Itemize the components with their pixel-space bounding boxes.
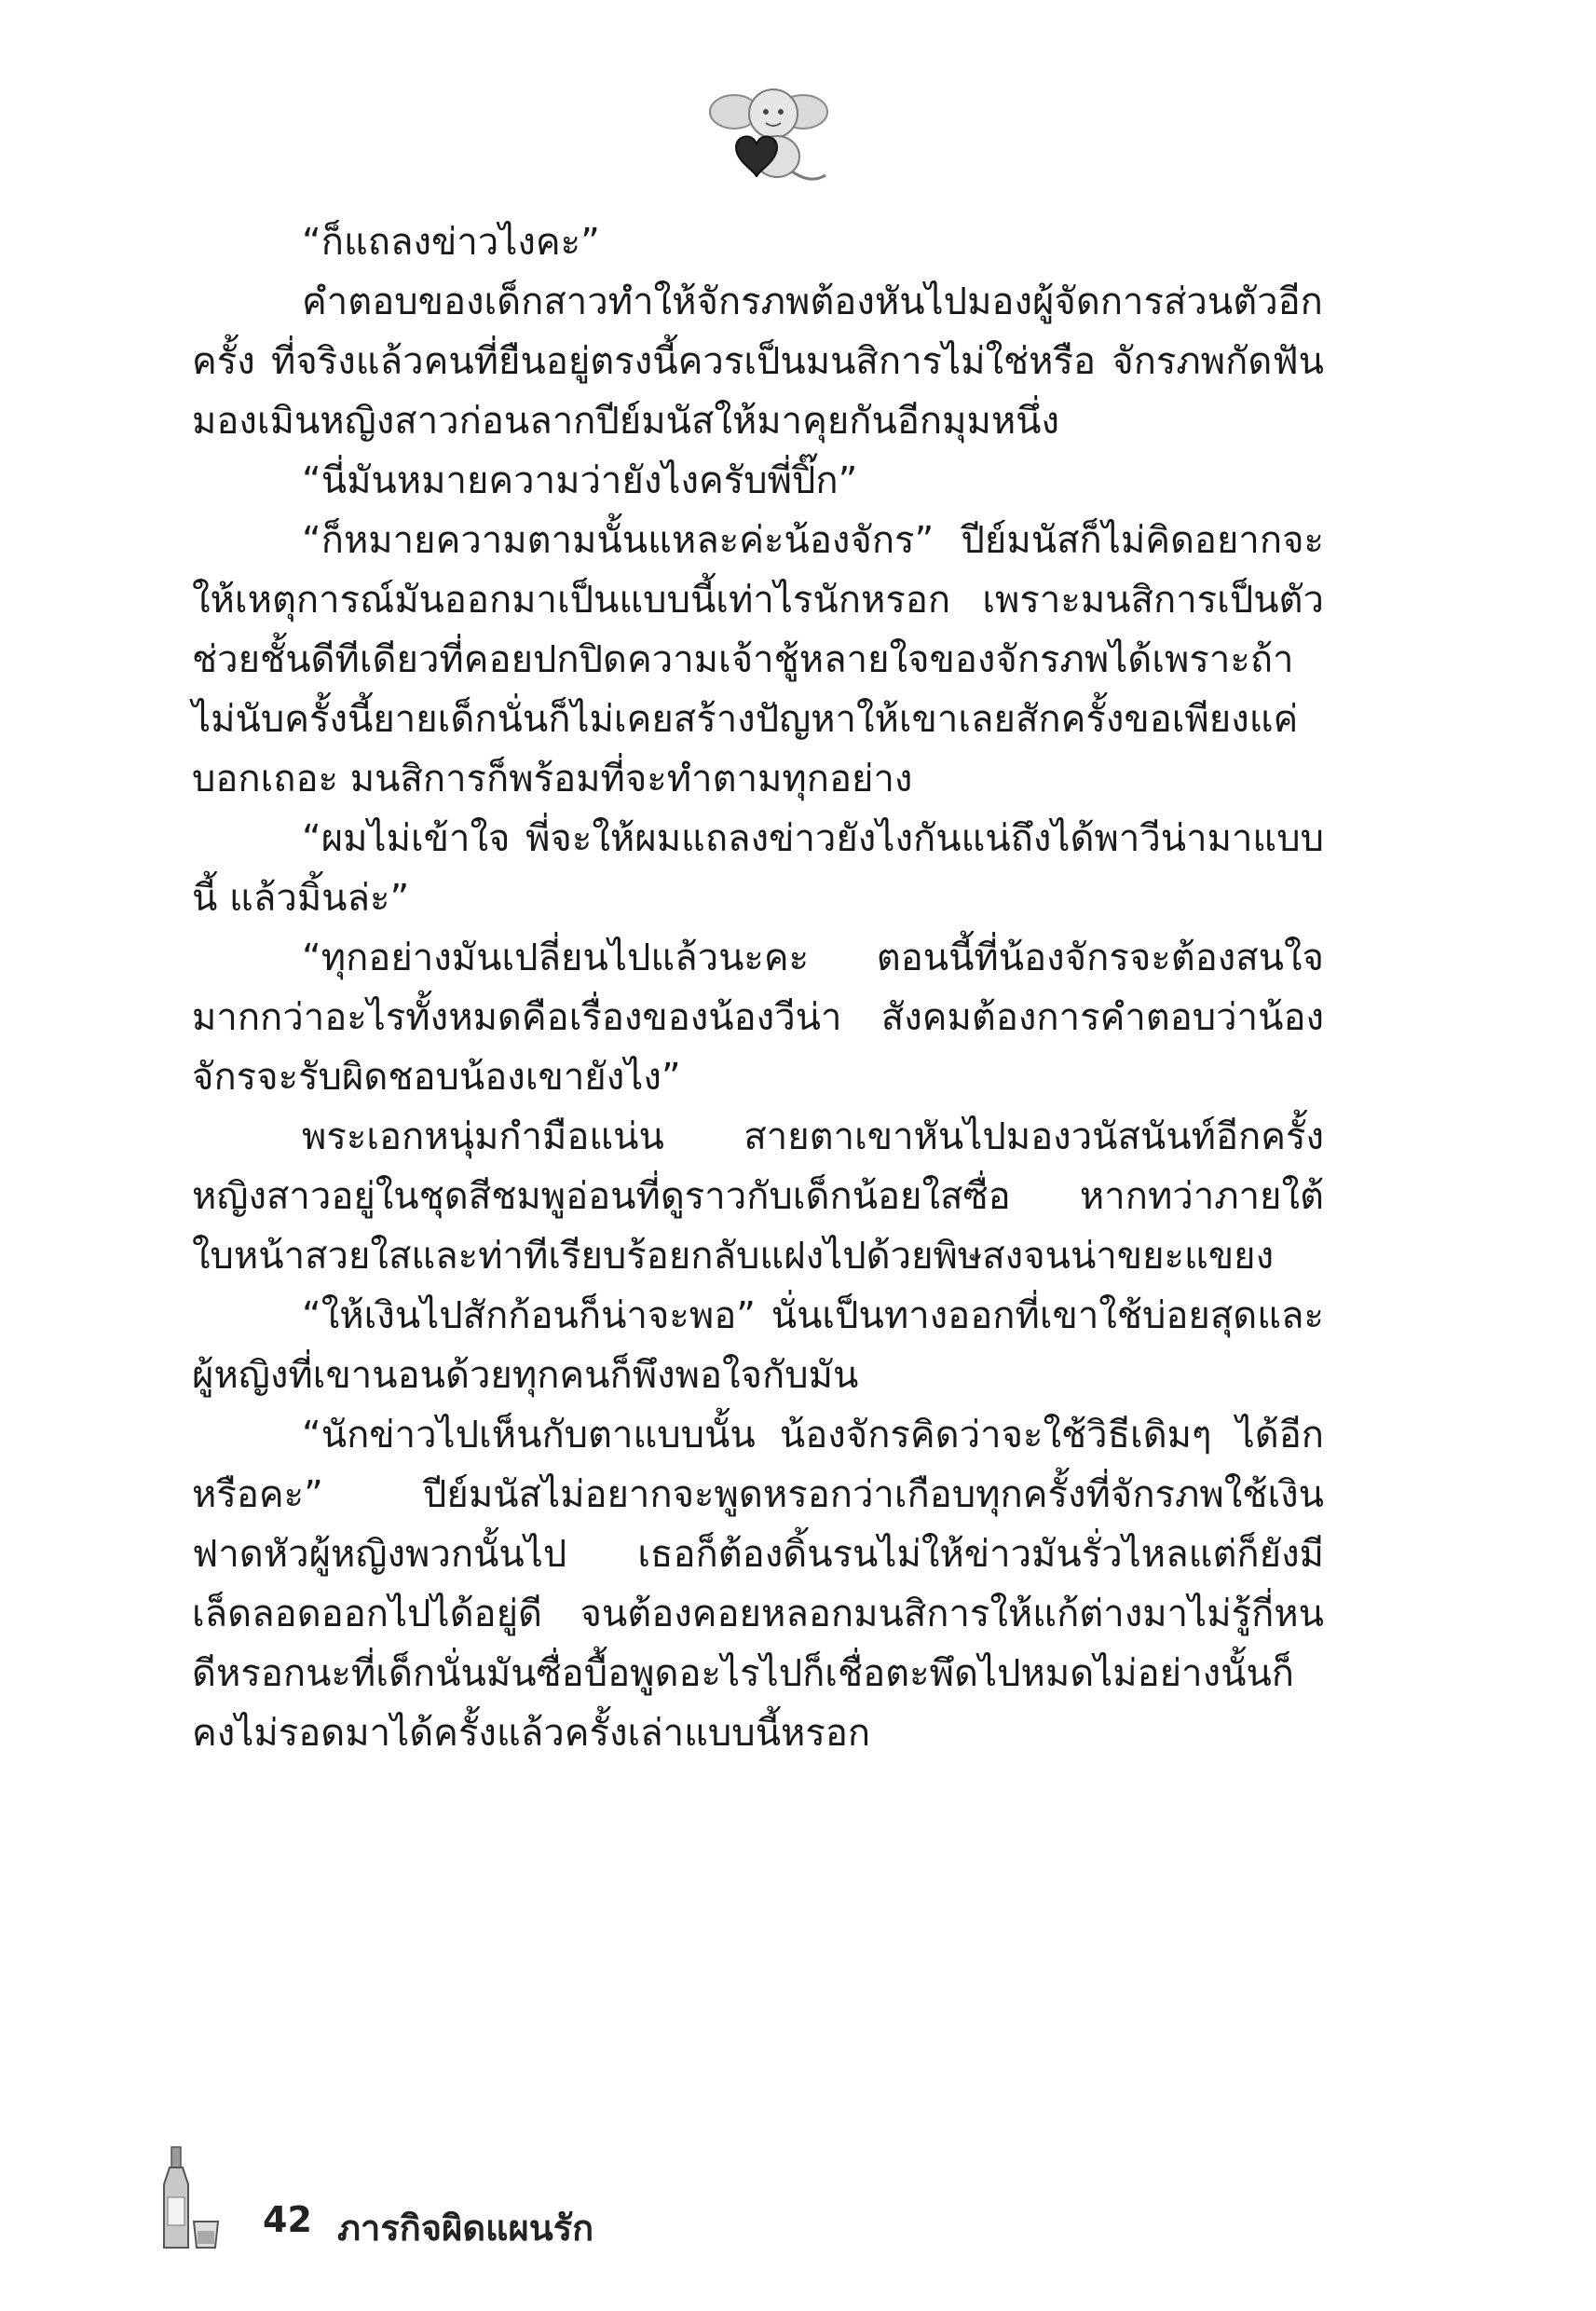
paragraph: “ก็แถลงข่าวไงคะ”	[302, 221, 600, 264]
cupid-with-heart-icon	[699, 75, 839, 196]
paragraph: คำตอบของเด็กสาวทำให้จักรภพต้องหันไปมองผู้จัดการส่วนตัวอีกครั้ง ที่จริงแล้วคนที่ยืนอยู่ตรงนี้ควรเป็นมนสิการไม่ใช่หรือ จักรภพกัดฟันมองเมินหญิงสาวก่อนลากปีย์มนัสให้มาคุยกันอีกมุมหนึ่ง	[192, 280, 1324, 443]
paragraph: “ทุกอย่างมันเปลี่ยนไปแล้วนะคะ ตอนนี้ที่น้องจักรจะต้องสนใจมากกว่าอะไรทั้งหมดคือเรื่องของน้องวีน่า สังคมต้องการคำตอบว่าน้องจักรจะรับผิดชอบน้องเขายังไง”	[192, 937, 1324, 1099]
paragraph: “นี่มันหมายความว่ายังไงครับพี่ปิ๊ก”	[302, 459, 858, 502]
page-number: 42	[263, 2199, 312, 2240]
paragraph: “ก็หมายความตามนั้นแหละค่ะน้องจักร” ปีย์มนัสก็ไม่คิดอยากจะให้เหตุการณ์มันออกมาเป็นแบบนี้เท่าไรนักหรอก เพราะมนสิการเป็นตัวช่วยชั้นดีทีเดียวที่คอยปกปิดความเจ้าชู้หลายใจของจักรภพได้เพราะถ้าไม่นับครั้งนี้ยายเด็กนั่นก็ไม่เคยสร้างปัญหาให้เขาเลยสักครั้งขอเพียงแค่บอกเถอะ มนสิการก็พร้อมที่จะทำตามทุกอย่าง	[192, 519, 1324, 800]
body-text	[192, 212, 1324, 1763]
page-footer	[160, 2143, 906, 2255]
liquor-bottle-and-glass-icon	[160, 2143, 225, 2255]
paragraph: “นักข่าวไปเห็นกับตาแบบนั้น น้องจักรคิดว่าจะใช้วิธีเดิมๆ ได้อีกหรือคะ” ปีย์มนัสไม่อยากจะพูดหรอกว่าเกือบทุกครั้งที่จักรภพใช้เงินฟาดหัวผู้หญิงพวกนั้นไป เธอก็ต้องดิ้นรนไม่ให้ข่าวมันรั่วไหลแต่ก็ยังมีเล็ดลอดออกไปได้อยู่ดี จนต้องคอยหลอกมนสิการให้แก้ต่างมาไม่รู้กี่หน ดีหรอกนะที่เด็กนั่นมันซื่อบื้อพูดอะไรไปก็เชื่อตะพึดไปหมดไม่อย่างนั้นก็คงไม่รอดมาได้ครั้งแล้วครั้งเล่าแบบนี้หรอก	[192, 1414, 1324, 1755]
paragraph: “ผมไม่เข้าใจ พี่จะให้ผมแถลงข่าวยังไงกันแน่ถึงได้พาวีน่ามาแบบนี้ แล้วมิ้นล่ะ”	[192, 817, 1324, 920]
paragraph: “ให้เงินไปสักก้อนก็น่าจะพอ” นั่นเป็นทางออกที่เขาใช้บ่อยสุดและผู้หญิงที่เขานอนด้วยทุกคนก็พึงพอใจกับมัน	[192, 1294, 1324, 1397]
paragraph: พระเอกหนุ่มกำมือแน่น สายตาเขาหันไปมองวนัสนันท์อีกครั้งหญิงสาวอยู่ในชุดสีชมพูอ่อนที่ดูราวกับเด็กน้อยใสซื่อ หากทว่าภายใต้ใบหน้าสวยใสและท่าทีเรียบร้อยกลับแฝงไปด้วยพิษสงจนน่าขยะแขยง	[192, 1115, 1324, 1278]
book-title: ภารกิจผิดแผนรัก	[337, 2208, 594, 2249]
